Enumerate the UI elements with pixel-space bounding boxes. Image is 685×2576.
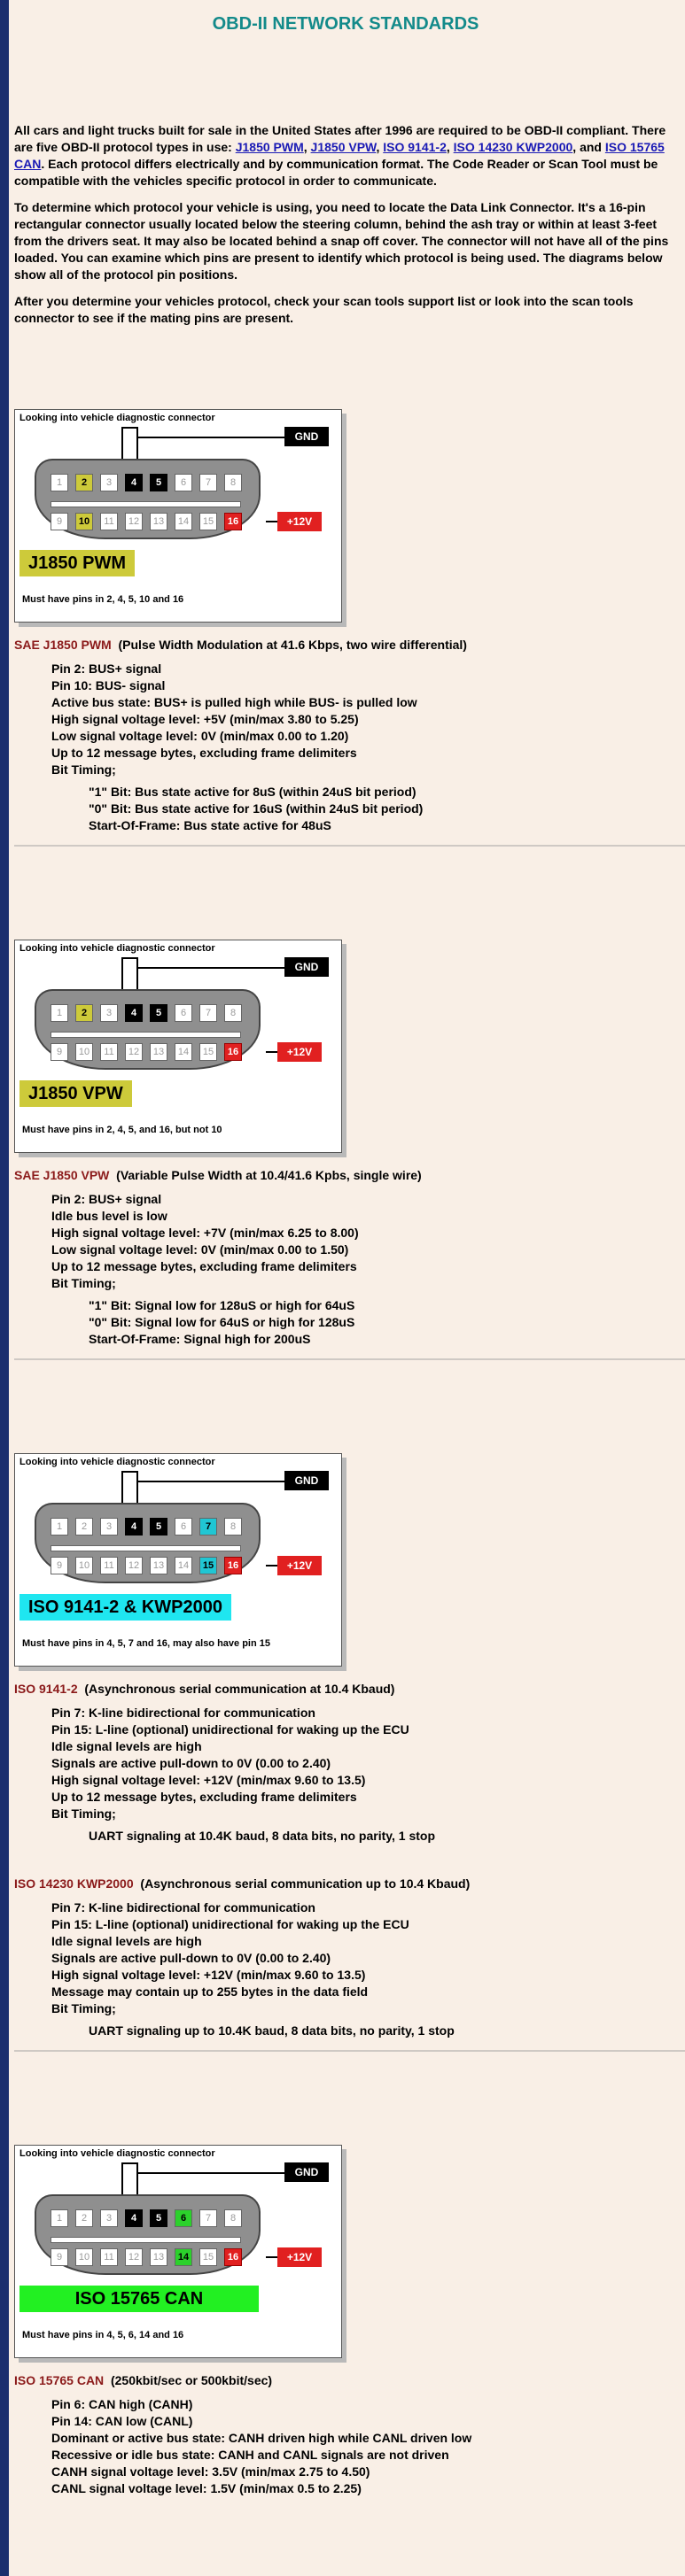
bit-timing: UART signaling up to 10.4K baud, 8 data bits, no parity, 1 stop xyxy=(89,2023,455,2038)
pin-2: 2 xyxy=(75,1518,93,1536)
required-pins-note: Must have pins in 4, 5, 6, 14 and 16 xyxy=(22,2330,184,2340)
pin-12: 12 xyxy=(125,2248,143,2266)
protocol-specs: Pin 7: K-line bidirectional for communication Pin 15: L-line (optional) unidirectional for waking up the ECU Idle signal levels are high Signals are active pull-down to 0V (0.00 to 2.40) High signal voltage level: +12V (min/max 9.60 to 13.5) Message may contain up to 255 bytes in the data field Bit Timing; xyxy=(51,1900,409,2015)
connector-strip xyxy=(51,501,241,507)
pin-7: 7 xyxy=(199,474,217,491)
pin-10: 10 xyxy=(75,2248,93,2266)
protocol-heading-iso-14230: ISO 14230 KWP2000 (Asynchronous serial communication up to 10.4 Kbaud) xyxy=(14,1876,471,1891)
pin-12: 12 xyxy=(125,513,143,530)
pin-16: 16 xyxy=(224,1043,242,1061)
plus12v-wire xyxy=(266,1565,277,1566)
protocol-specs: Pin 6: CAN high (CANH) Pin 14: CAN low (CANL) Dominant or active bus state: CANH driven high while CANL driven low Recessive or idle bus state: CANH and CANL signals are not driven CANH signal voltage level: 3.5V (min/max 2.75 to 4.50) CANL signal voltage level: 1.5V (min/max 0.5 to 2.25) xyxy=(51,2397,472,2495)
left-border-bar xyxy=(0,0,9,2576)
protocol-banner: ISO 9141-2 & KWP2000 xyxy=(19,1594,231,1621)
pin-16: 16 xyxy=(224,2248,242,2266)
pin-13: 13 xyxy=(150,1043,167,1061)
pin-15: 15 xyxy=(199,1043,217,1061)
required-pins-note: Must have pins in 2, 4, 5, 10 and 16 xyxy=(22,594,184,605)
pin-14: 14 xyxy=(175,513,192,530)
connector-diagram-j1850-vpw xyxy=(14,940,342,1153)
pin-3: 3 xyxy=(100,1004,118,1022)
pin-3: 3 xyxy=(100,474,118,491)
pin-16: 16 xyxy=(224,513,242,530)
pin-5: 5 xyxy=(150,2209,167,2227)
pin-11: 11 xyxy=(100,1557,118,1574)
pin-8: 8 xyxy=(224,474,242,491)
pin-9: 9 xyxy=(51,2248,68,2266)
required-pins-note: Must have pins in 2, 4, 5, and 16, but not 10 xyxy=(22,1125,222,1135)
connector-strip xyxy=(51,2237,241,2243)
bit-timing: UART signaling at 10.4K baud, 8 data bits, no parity, 1 stop xyxy=(89,1829,436,1843)
page-content xyxy=(14,0,677,2497)
gnd-wire xyxy=(136,2172,284,2174)
bit-timing: "1" Bit: Signal low for 128uS or high for 64uS "0" Bit: Signal low for 64uS or high for 128uS Start-Of-Frame: Signal high for 200uS xyxy=(89,1298,355,1346)
pin-12: 12 xyxy=(125,1557,143,1574)
pin-14: 14 xyxy=(175,1557,192,1574)
protocol-heading-iso-9141-2: ISO 9141-2 (Asynchronous serial communication at 10.4 Kbaud) xyxy=(14,1682,395,1696)
pin-9: 9 xyxy=(51,1557,68,1574)
pin-13: 13 xyxy=(150,513,167,530)
diagram-caption: Looking into vehicle diagnostic connector xyxy=(19,2148,215,2159)
pin-6: 6 xyxy=(175,1518,192,1536)
pin-10: 10 xyxy=(75,1557,93,1574)
pin-7: 7 xyxy=(199,2209,217,2227)
plus12v-wire xyxy=(266,1051,277,1053)
pin-1: 1 xyxy=(51,1518,68,1536)
pin-11: 11 xyxy=(100,1043,118,1061)
pin-7: 7 xyxy=(199,1518,217,1536)
plus12v-wire xyxy=(266,2256,277,2258)
plus12v-label: +12V xyxy=(277,1556,322,1575)
pin-10: 10 xyxy=(75,513,93,530)
pin-1: 1 xyxy=(51,2209,68,2227)
pin-13: 13 xyxy=(150,1557,167,1574)
pin-9: 9 xyxy=(51,513,68,530)
gnd-wire xyxy=(136,437,284,438)
protocol-specs: Pin 2: BUS+ signal Idle bus level is low High signal voltage level: +7V (min/max 6.25 to 8.00) Low signal voltage level: 0V (min/max 0.00 to 1.50) Up to 12 message bytes, excluding frame delimiters Bit Timing; xyxy=(51,1192,359,1290)
pin-10: 10 xyxy=(75,1043,93,1061)
pin-4: 4 xyxy=(125,1004,143,1022)
link-iso-14230[interactable]: ISO 14230 KWP2000 xyxy=(453,140,573,154)
protocol-specs: Pin 2: BUS+ signal Pin 10: BUS- signal Active bus state: BUS+ is pulled high while BUS- is pulled low High signal voltage level: +5V (min/max 3.80 to 5.25) Low signal voltage level: 0V (min/max 0.00 to 1.20) Up to 12 message bytes, excluding frame delimiters Bit Timing; xyxy=(51,661,417,777)
pin-7: 7 xyxy=(199,1004,217,1022)
diagram-caption: Looking into vehicle diagnostic connector xyxy=(19,413,215,423)
plus12v-label: +12V xyxy=(277,1042,322,1062)
pin-9: 9 xyxy=(51,1043,68,1061)
pin-6: 6 xyxy=(175,2209,192,2227)
protocol-banner: ISO 15765 CAN xyxy=(19,2286,259,2312)
plus12v-label: +12V xyxy=(277,2247,322,2267)
connector-strip xyxy=(51,1545,241,1551)
gnd-label: GND xyxy=(284,1471,329,1490)
protocol-specs: Pin 7: K-line bidirectional for communication Pin 15: L-line (optional) unidirectional for waking up the ECU Idle signal levels are high Signals are active pull-down to 0V (0.00 to 2.40) High signal voltage level: +12V (min/max 9.60 to 13.5) Up to 12 message bytes, excluding frame delimiters Bit Timing; xyxy=(51,1706,409,1821)
pin-15: 15 xyxy=(199,1557,217,1574)
pin-8: 8 xyxy=(224,1518,242,1536)
pin-15: 15 xyxy=(199,2248,217,2266)
plus12v-label: +12V xyxy=(277,512,322,531)
pin-11: 11 xyxy=(100,513,118,530)
connector-strip xyxy=(51,1032,241,1038)
page-title: OBD-II NETWORK STANDARDS xyxy=(212,14,479,34)
connector-diagram-iso9141-kwp2000 xyxy=(14,1453,342,1667)
gnd-label: GND xyxy=(284,427,329,446)
pin-2: 2 xyxy=(75,474,93,491)
intro-paragraph-3: After you determine your vehicles protocol, check your scan tools support list or look into the scan tools connector to see if the mating pins are present. xyxy=(14,294,634,325)
bit-timing: "1" Bit: Bus state active for 8uS (within 24uS bit period) "0" Bit: Bus state active for 16uS (within 24uS bit period) Start-Of-Frame: Bus state active for 48uS xyxy=(89,785,424,832)
gnd-wire xyxy=(136,967,284,969)
link-iso-15765[interactable]: ISO 15765 CAN xyxy=(14,140,665,171)
pin-13: 13 xyxy=(150,2248,167,2266)
protocol-heading-j1850-pwm: SAE J1850 PWM (Pulse Width Modulation at 41.6 Kbps, two wire differential) xyxy=(14,638,467,652)
pin-5: 5 xyxy=(150,1004,167,1022)
pin-4: 4 xyxy=(125,2209,143,2227)
link-j1850-pwm[interactable]: J1850 PWM xyxy=(235,140,304,154)
pin-12: 12 xyxy=(125,1043,143,1061)
gnd-label: GND xyxy=(284,957,329,977)
pin-4: 4 xyxy=(125,474,143,491)
connector-diagram-j1850-pwm xyxy=(14,409,342,623)
pin-14: 14 xyxy=(175,2248,192,2266)
protocol-banner: J1850 PWM xyxy=(19,550,135,576)
gnd-wire xyxy=(136,1481,284,1482)
pin-1: 1 xyxy=(51,474,68,491)
intro-paragraph-1: All cars and light trucks built for sale in the United States after 1996 are required to be OBD-II compliant. There are five OBD-II protocol types in use: J1850 PWM, J1850 VPW, ISO 9141-2, ISO 14230 KWP2000, and ISO 15765 CAN. Each protocol differs electrically and by communication format. The Code Reader or Scan Tool must be compatible with the vehicles specific protocol in order to communicate. xyxy=(14,123,666,188)
plus12v-wire xyxy=(266,521,277,522)
pin-5: 5 xyxy=(150,1518,167,1536)
protocol-heading-iso-15765: ISO 15765 CAN (250kbit/sec or 500kbit/sec) xyxy=(14,2373,273,2387)
diagram-caption: Looking into vehicle diagnostic connector xyxy=(19,1457,215,1467)
protocol-banner: J1850 VPW xyxy=(19,1080,132,1107)
pin-11: 11 xyxy=(100,2248,118,2266)
diagram-caption: Looking into vehicle diagnostic connector xyxy=(19,943,215,954)
pin-8: 8 xyxy=(224,2209,242,2227)
pin-14: 14 xyxy=(175,1043,192,1061)
link-iso-9141-2[interactable]: ISO 9141-2 xyxy=(383,140,447,154)
pin-3: 3 xyxy=(100,2209,118,2227)
pin-6: 6 xyxy=(175,1004,192,1022)
pin-2: 2 xyxy=(75,1004,93,1022)
pin-4: 4 xyxy=(125,1518,143,1536)
required-pins-note: Must have pins in 4, 5, 7 and 16, may also have pin 15 xyxy=(22,1638,270,1649)
pin-16: 16 xyxy=(224,1557,242,1574)
pin-1: 1 xyxy=(51,1004,68,1022)
pin-8: 8 xyxy=(224,1004,242,1022)
pin-3: 3 xyxy=(100,1518,118,1536)
pin-2: 2 xyxy=(75,2209,93,2227)
link-j1850-vpw[interactable]: J1850 VPW xyxy=(310,140,377,154)
pin-6: 6 xyxy=(175,474,192,491)
connector-diagram-iso15765-can xyxy=(14,2145,342,2358)
pin-5: 5 xyxy=(150,474,167,491)
intro-paragraph-2: To determine which protocol your vehicle is using, you need to locate the Data Link Connector. It's a 16-pin rectangular connector usually located below the steering column, behind the ash tray or within at least 3-feet from the drivers seat. It may also be located behind a snap off cover. The connector will not have all of the pins loaded. You can examine which pins are present to identify which protocol is being used. The diagrams below show all of the protocol pin positions. xyxy=(14,200,669,282)
pin-15: 15 xyxy=(199,513,217,530)
gnd-label: GND xyxy=(284,2162,329,2182)
protocol-heading-j1850-vpw: SAE J1850 VPW (Variable Pulse Width at 10.4/41.6 Kpbs, single wire) xyxy=(14,1168,422,1182)
